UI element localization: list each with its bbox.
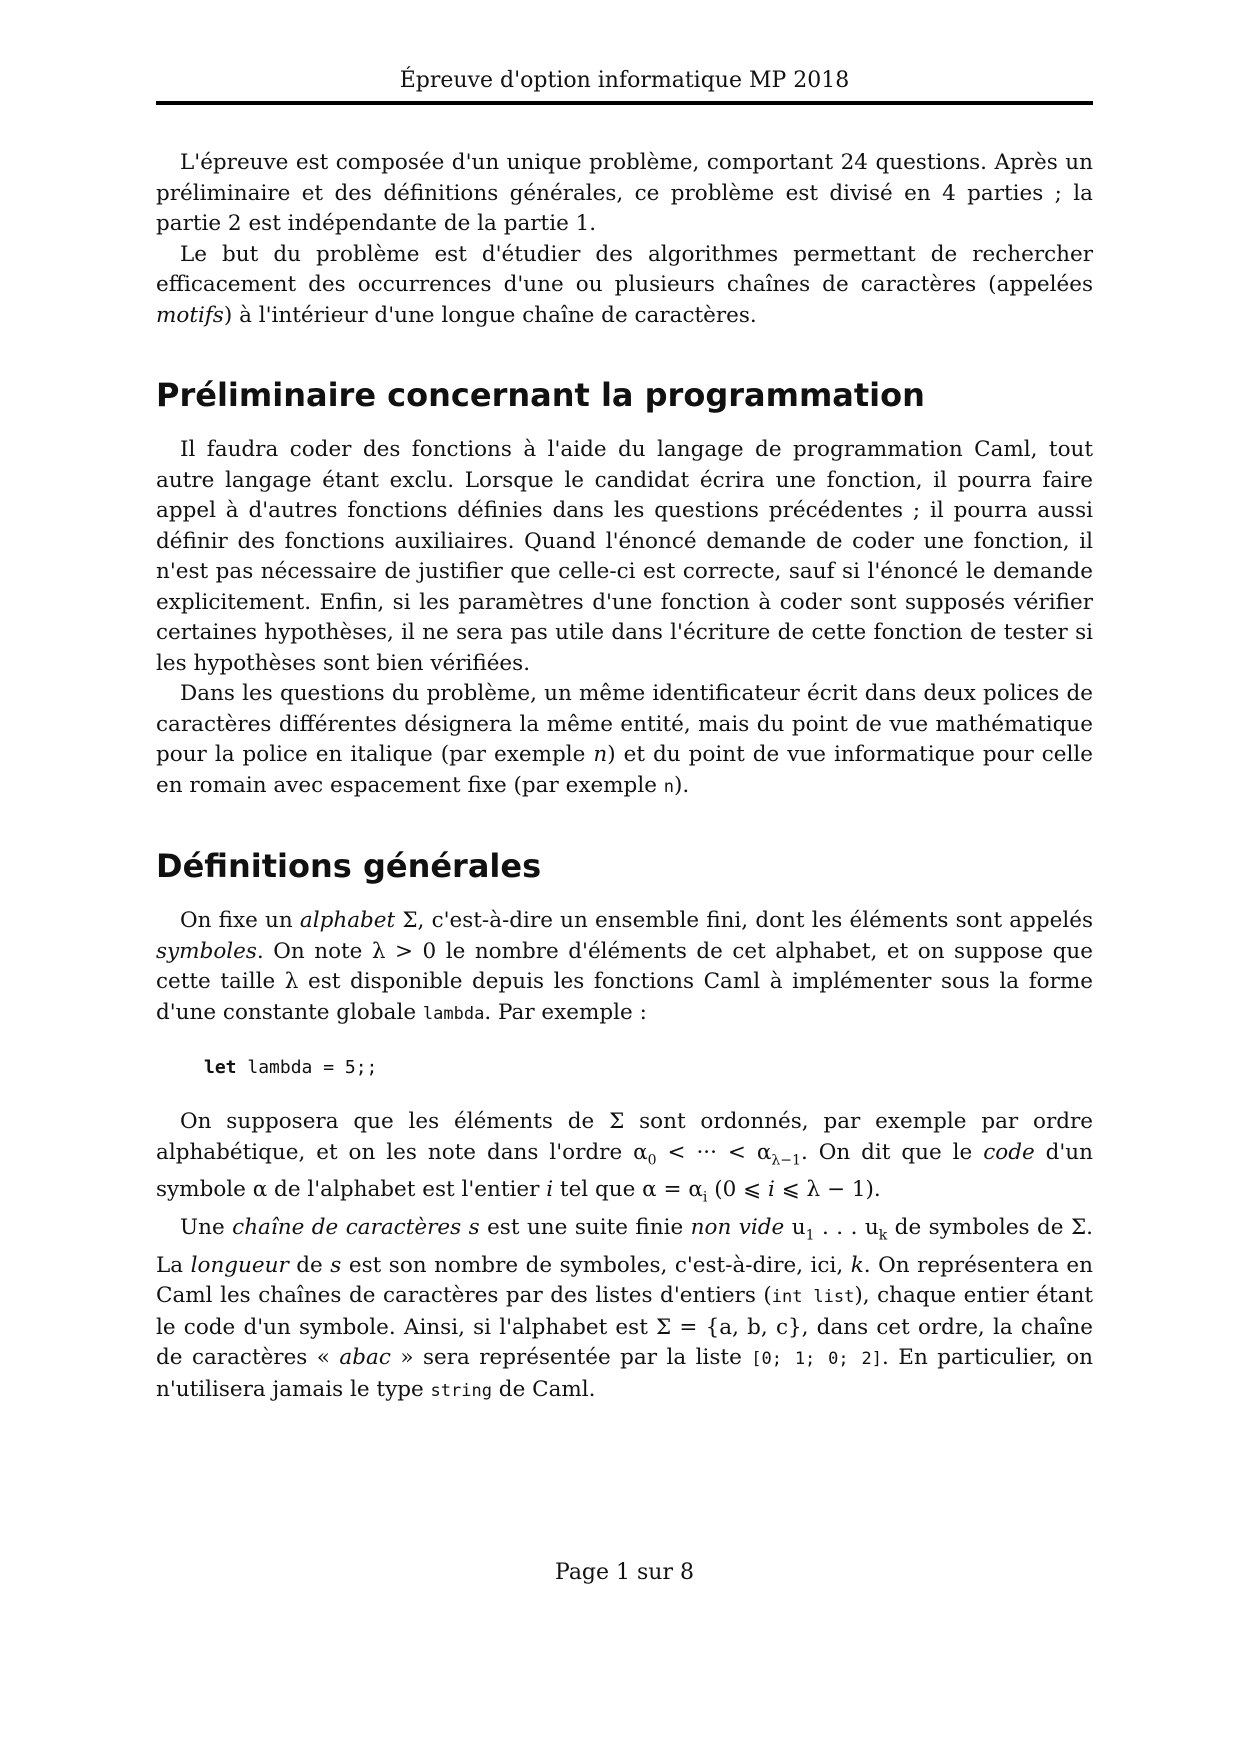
- intro-paragraph-2: Le but du problème est d'étudier des algorithmes permettant de rechercher efficacement des occurrences d'une ou plusieurs chaînes de caractères (appelées motifs) à l'intérieur d'une longue chaîne de caractères.: [156, 241, 1093, 328]
- preliminaire-paragraph-1: Il faudra coder des fonctions à l'aide du langage de programmation Caml, tout autre langage étant exclu. Lorsque le candidat écrira une fonction, il pourra faire appel à d'autres fonctions définies dans les questions précédentes ; il pourra aussi définir des fonctions auxiliaires. Quand l'énoncé demande de coder une fonction, il n'est pas nécessaire de justifier que celle-ci est correcte, sauf si l'énoncé le demande explicitement. Enfin, si les paramètres d'une fonction à coder sont supposés vérifier certaines hypothèses, il ne sera pas utile dans l'écriture de cette fonction de tester si les hypothèses sont bien vérifiées.: [156, 437, 1093, 676]
- definitions-paragraph-1: On fixe un alphabet Σ, c'est-à-dire un ensemble fini, dont les éléments sont appelés symboles. On note λ > 0 le nombre d'éléments de cet alphabet, et on suppose que cette taille λ est disponible depuis les fonctions Caml à implémenter sous la forme d'une constante globale lambda. Par exemple :: [156, 908, 1093, 1025]
- page-number: Page 1 sur 8: [555, 1560, 694, 1585]
- header-rule: [156, 101, 1093, 105]
- definitions-paragraph-2: On supposera que les éléments de Σ sont ordonnés, par exemple par ordre alphabétique, et on les note dans l'ordre $\alpha_0$ < ··· < $\alpha_{\lambda-1}$. On dit que le code d'un symbole α de l'alphabet est l'entier i tel que $\alpha = \alpha_i$ (0 ⩽ i ⩽ λ − 1).: [156, 1109, 1094, 1206]
- code-example: let lambda = 5;;: [204, 1057, 378, 1078]
- section-title-definitions: Définitions générales: [156, 847, 542, 885]
- page-header: Épreuve d'option informatique MP 2018: [399, 68, 850, 93]
- definitions-paragraph-3: Une chaîne de caractères s est une suite finie non vide $u_1$ . . . $u_k$ de symboles de Σ. La longueur de s est son nombre de symboles, c'est-à-dire, ici, k. On représentera en Caml les chaînes de caractères par des listes d'entiers (int list), chaque entier étant le code d'un symbole. Ainsi, si l'alphabet est Σ = {a, b, c}, dans cet ordre, la chaîne de caractères « abac » sera représentée par la liste [0; 1; 0; 2]. En particulier, on n'utilisera jamais le type string de Caml.: [156, 1215, 1093, 1402]
- intro-paragraph-1: L'épreuve est composée d'un unique problème, comportant 24 questions. Après un préliminaire et des définitions générales, ce problème est divisé en 4 parties ; la partie 2 est indépendante de la partie 1.: [156, 150, 1093, 236]
- page-content: [156, 148, 1093, 1406]
- section-title-preliminaire: Préliminaire concernant la programmation: [156, 376, 925, 414]
- preliminaire-paragraph-2: Dans les questions du problème, un même identificateur écrit dans deux polices de caractères différentes désignera la même entité, mais du point de vue mathématique pour la police en italique (par exemple n) et du point de vue informatique pour celle en romain avec espacement fixe (par exemple n).: [156, 681, 1093, 798]
